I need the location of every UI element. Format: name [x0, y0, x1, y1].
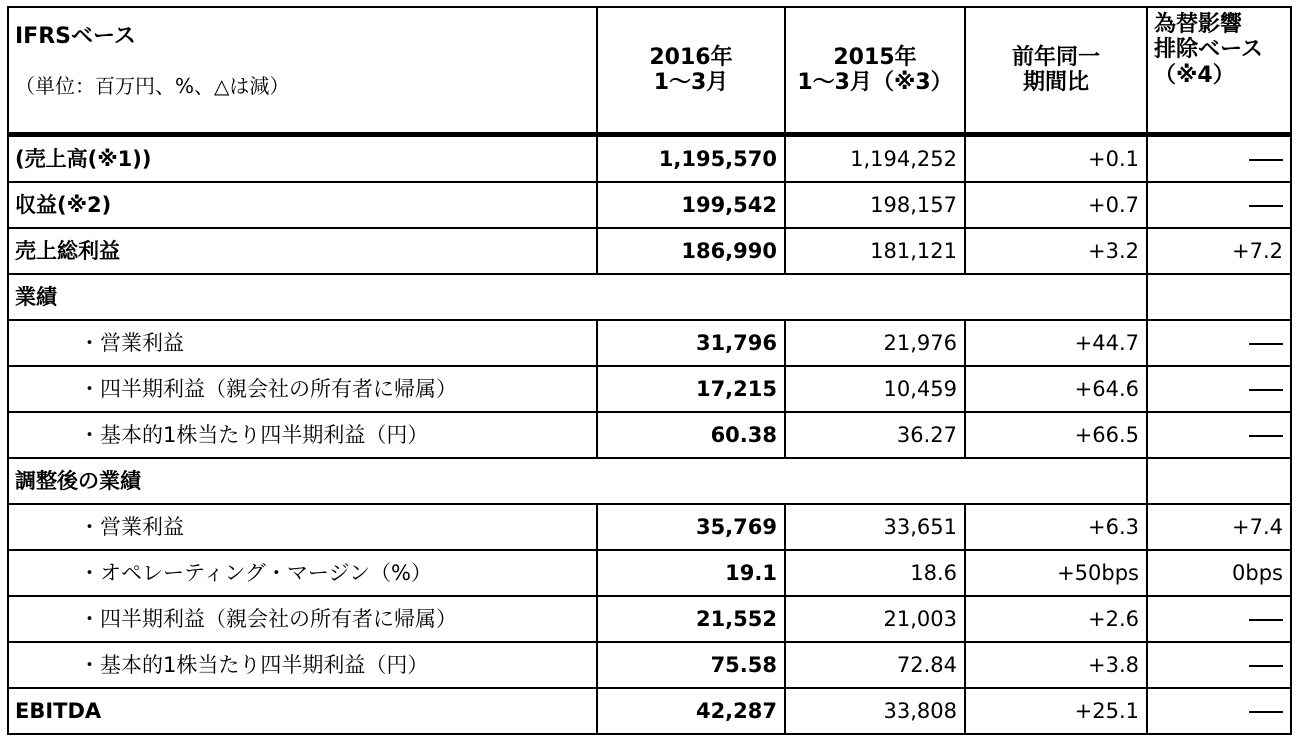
dash-mark — [1249, 159, 1283, 161]
table-row — [8, 320, 1291, 366]
header-2015 — [785, 7, 965, 135]
value-yoy: +25.1 — [965, 688, 1147, 734]
value-fx-dash — [1147, 642, 1291, 688]
header-yoy — [965, 7, 1147, 135]
value-2016: 21,552 — [597, 596, 785, 642]
header-2015-period: 1～3月（※3） — [797, 70, 953, 95]
row-label-text: ・四半期利益（親会社の所有者に帰属） — [79, 606, 457, 631]
dash-mark — [1249, 205, 1283, 207]
value-fx-dash — [1147, 688, 1291, 734]
row-label-text: (売上高(※1)) — [15, 146, 152, 171]
value-yoy: +0.1 — [965, 135, 1147, 183]
value-yoy: +50bps — [965, 550, 1147, 596]
header-2015-year: 2015年 — [833, 44, 917, 70]
header-yoy-line1: 前年同一 — [1011, 44, 1100, 70]
row-label — [8, 182, 597, 228]
value-yoy: +44.7 — [965, 320, 1147, 366]
dash-mark — [1249, 711, 1283, 713]
table-row — [8, 642, 1291, 688]
value-2016: 35,769 — [597, 504, 785, 550]
table-row — [8, 366, 1291, 412]
section-fx-cell — [1147, 274, 1291, 320]
row-label-text: ・オペレーティング・マージン（%） — [79, 560, 432, 585]
value-2015: 21,976 — [785, 320, 965, 366]
table-row — [8, 550, 1291, 596]
header-fx-line2: 排除ベース — [1154, 37, 1263, 63]
value-fx-dash — [1147, 135, 1291, 183]
value-2016: 199,542 — [597, 182, 785, 228]
value-2015: 33,651 — [785, 504, 965, 550]
row-label — [8, 228, 597, 274]
header-2016-year: 2016年 — [649, 44, 733, 70]
value-yoy: +3.8 — [965, 642, 1147, 688]
section-row — [8, 458, 1291, 504]
header-yoy-line2: 期間比 — [1022, 70, 1089, 95]
table-row — [8, 228, 1291, 274]
row-label — [8, 642, 597, 688]
value-2015: 72.84 — [785, 642, 965, 688]
section-title: 業績 — [8, 274, 1147, 320]
value-fx-dash — [1147, 182, 1291, 228]
row-label-text: 売上総利益 — [15, 238, 120, 263]
value-fx-dash — [1147, 596, 1291, 642]
header-fx-line1: 為替影響 — [1154, 12, 1243, 37]
value-2016: 60.38 — [597, 412, 785, 458]
row-label — [8, 688, 597, 734]
row-label — [8, 366, 597, 412]
dash-mark — [1249, 343, 1283, 345]
row-label-text: EBITDA — [15, 698, 102, 723]
value-yoy: +64.6 — [965, 366, 1147, 412]
row-label-text: ・営業利益 — [79, 330, 184, 355]
row-label-text: 収益(※2) — [15, 192, 112, 217]
table-title: IFRSベース — [15, 23, 136, 49]
section-fx-cell — [1147, 458, 1291, 504]
value-2015: 21,003 — [785, 596, 965, 642]
row-label-text: ・基本的1株当たり四半期利益（円） — [79, 422, 429, 447]
header-2016 — [597, 7, 785, 135]
dash-mark — [1249, 619, 1283, 621]
row-label — [8, 320, 597, 366]
table-row — [8, 182, 1291, 228]
value-fx: 0bps — [1147, 550, 1291, 596]
unit-note: （単位：百万円、%、△は減） — [15, 74, 290, 99]
dash-mark — [1249, 435, 1283, 437]
table-row — [8, 135, 1291, 183]
value-2016: 75.58 — [597, 642, 785, 688]
header-label-cell — [8, 7, 597, 135]
row-label — [8, 412, 597, 458]
section-title: 調整後の業績 — [8, 458, 1147, 504]
value-2015: 36.27 — [785, 412, 965, 458]
value-2016: 42,287 — [597, 688, 785, 734]
value-fx-dash — [1147, 412, 1291, 458]
value-yoy: +0.7 — [965, 182, 1147, 228]
value-2015: 1,194,252 — [785, 135, 965, 183]
row-label — [8, 135, 597, 183]
header-2016-period: 1～3月 — [653, 70, 729, 95]
header-row — [8, 7, 1291, 135]
row-label-text: ・営業利益 — [79, 514, 184, 539]
row-label — [8, 550, 597, 596]
section-row — [8, 274, 1291, 320]
dash-mark — [1249, 389, 1283, 391]
value-yoy: +6.3 — [965, 504, 1147, 550]
value-2016: 186,990 — [597, 228, 785, 274]
value-fx-dash — [1147, 320, 1291, 366]
header-fx-line3: （※4） — [1154, 62, 1235, 88]
table-row — [8, 688, 1291, 734]
value-yoy: +66.5 — [965, 412, 1147, 458]
value-2016: 31,796 — [597, 320, 785, 366]
row-label — [8, 596, 597, 642]
value-2015: 33,808 — [785, 688, 965, 734]
value-2016: 19.1 — [597, 550, 785, 596]
table-row — [8, 504, 1291, 550]
value-2016: 1,195,570 — [597, 135, 785, 183]
value-2015: 198,157 — [785, 182, 965, 228]
row-label — [8, 504, 597, 550]
value-yoy: +2.6 — [965, 596, 1147, 642]
value-2015: 181,121 — [785, 228, 965, 274]
header-fx — [1147, 7, 1291, 135]
table-row — [8, 596, 1291, 642]
row-label-text: ・基本的1株当たり四半期利益（円） — [79, 652, 429, 677]
row-label-text: ・四半期利益（親会社の所有者に帰属） — [79, 376, 457, 401]
table-row — [8, 412, 1291, 458]
value-fx: +7.4 — [1147, 504, 1291, 550]
value-2015: 18.6 — [785, 550, 965, 596]
value-fx: +7.2 — [1147, 228, 1291, 274]
financial-results-table — [7, 6, 1292, 735]
dash-mark — [1249, 665, 1283, 667]
value-2015: 10,459 — [785, 366, 965, 412]
value-2016: 17,215 — [597, 366, 785, 412]
value-yoy: +3.2 — [965, 228, 1147, 274]
value-fx-dash — [1147, 366, 1291, 412]
